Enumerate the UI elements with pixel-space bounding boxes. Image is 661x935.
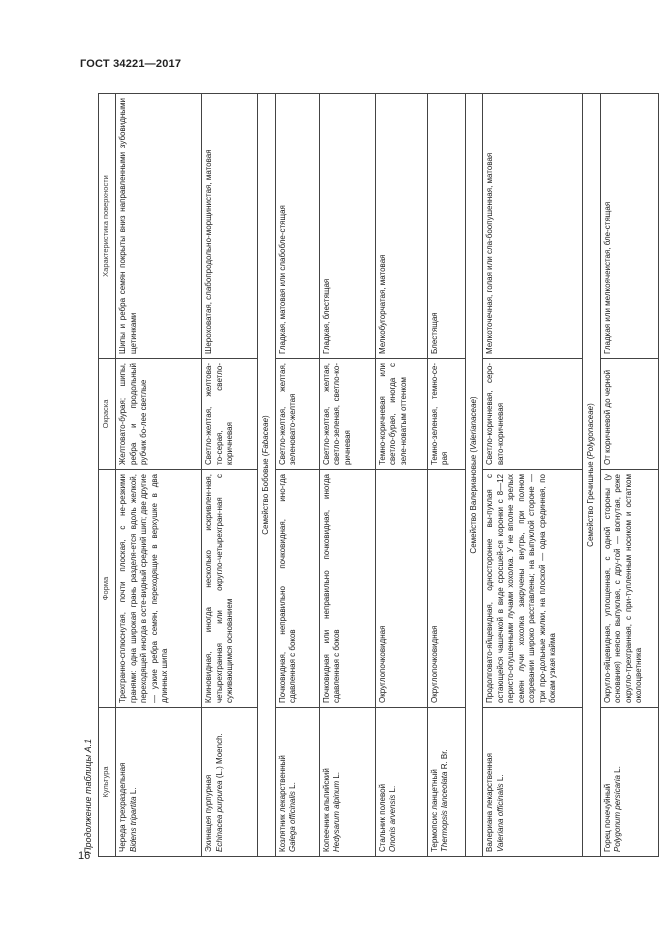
culture-name: Термопсис ланцетный: [429, 769, 439, 852]
culture-name: Валериана лекарственная: [485, 753, 494, 852]
culture-latin-name: Echinacea purpurea: [214, 780, 224, 852]
culture-latin-name: Ononis arvensis: [388, 794, 397, 852]
culture-latin-name: Hedysarum alpinum: [332, 780, 341, 852]
surface-cell: Блестящая: [427, 94, 465, 359]
form-cell: Почковидная или неправильно почковидная, иногда сдавленная с боков: [319, 470, 375, 708]
family-label: Семейство Гречишные (: [586, 456, 595, 547]
column-header-color: Окраска: [99, 359, 116, 470]
form-cell: Округлопочковидная: [427, 470, 465, 708]
culture-latin-name: Thermopsis lanceolata: [440, 771, 449, 852]
form-cell: Продолговато-яйцевидная, односторонне вы-пуклая с остающейся чашечкой в виде сросшей-ся коронки с 8—12 перисто-опушенными лучами хохолка. У не вполне зрелых семян лучи хохолка закручены внутрь, при полном созревании широко расставлены; на выпуклой стороне — три про-дольные жилки, на плоской — одна срединная, по бокам узкая кайма: [483, 470, 583, 708]
culture-name: Стальник полевой: [377, 783, 387, 852]
form-cell: Почковидная, неправильно почковидная, ино-гда сдавленная с боков: [275, 470, 319, 708]
form-cell: Трехгранно-сплюснутая, почти плоская, с не-резкими гранями: одна широкая грань разделя-ется вдоль желкой, переходящей иногда в осте-видный средний шип; две другие — узкие ребра семян, переходящие в верхушке в два длинных шипа: [116, 470, 202, 708]
color-cell: Светло-желтая, желтова-то-серая, светло-коричневая: [202, 359, 258, 470]
culture-author: L.: [288, 782, 297, 792]
table-row: [483, 94, 583, 857]
culture-cell: [275, 708, 319, 857]
table-row: [202, 94, 258, 857]
culture-author: L.: [388, 785, 397, 795]
family-latin-name: Polygonaceae: [586, 405, 595, 457]
form-cell: Округло-яйцевидная, уплощенная, с одной стороны (у основания) неясно выпуклая, с дру-гой — вогнутая, реже округло-трехгранная, с при-тупленным носиком и остатком околоцветника: [600, 470, 658, 708]
table-row: [600, 94, 658, 857]
surface-cell: Шероховатая, слабопродольно-морщинистая, матовая: [202, 94, 258, 359]
culture-cell: [375, 708, 427, 857]
table-row: [275, 94, 319, 857]
culture-name: Горец почечуйный: [602, 783, 612, 852]
table-row: [319, 94, 375, 857]
culture-cell: [600, 708, 658, 857]
table-row: [375, 94, 427, 857]
table-header-row: [99, 94, 116, 857]
seed-characteristics-table: [98, 93, 659, 857]
column-header-culture: Культура: [99, 708, 116, 857]
culture-latin-name: Valeriana officinalis: [495, 783, 505, 852]
culture-latin-name: Polygonum persicaria: [613, 775, 622, 852]
family-latin-name: Fabaceae: [261, 417, 270, 454]
culture-latin-line: [332, 712, 343, 852]
family-heading: [258, 94, 276, 857]
table-caption: Продолжение таблицы А.1: [83, 738, 93, 854]
family-row: [258, 94, 276, 857]
culture-latin-name: Bidens tripartita: [128, 796, 138, 852]
table-row: [427, 94, 465, 857]
surface-cell: Гладкая или мелкоячеистая, бле-стящая: [600, 94, 658, 359]
family-latin-name: Valerianaceae: [468, 399, 478, 450]
color-cell: От коричневой до черной: [600, 359, 658, 470]
surface-cell: Гладкая, матовая или слабоблe-стящая: [275, 94, 319, 359]
page-number: 16: [78, 850, 91, 862]
family-close-paren: ): [468, 396, 478, 400]
family-label: Семейство Валериановые (: [468, 449, 478, 554]
culture-cell: [427, 708, 465, 857]
culture-author: (L.) Moench.: [214, 733, 224, 781]
culture-latin-line: [613, 712, 624, 852]
family-heading: [465, 94, 483, 857]
culture-name: Козлятник лекарственный: [277, 755, 287, 852]
culture-author: L.: [128, 787, 138, 797]
culture-cell: [116, 708, 202, 857]
culture-name: Копеечник альпийский: [321, 768, 331, 852]
surface-cell: Мелкобугорчатая, матовая: [375, 94, 427, 359]
column-header-surface: Характеристика поверхности: [99, 94, 116, 359]
color-cell: Темно-коричневая или светло-бурая, иногда с зеле-новатым оттенком: [375, 359, 427, 470]
culture-cell: [202, 708, 258, 857]
surface-cell: Шипы и ребра семян покрыты вниз направленными зубовидными щетинками: [116, 94, 202, 359]
culture-latin-line: [129, 712, 140, 852]
family-label: Семейство Бобовые (: [261, 453, 270, 535]
culture-author: L.: [613, 766, 622, 776]
family-heading: [583, 94, 601, 857]
surface-cell: Гладкая, блестящая: [319, 94, 375, 359]
document-standard-header: ГОСТ 34221—2017: [80, 58, 182, 70]
color-cell: Светло-коричневая, серо-вато-коричневая: [483, 359, 583, 470]
color-cell: Темно-зеленая, темно-се-рая: [427, 359, 465, 470]
culture-author: L.: [495, 774, 505, 784]
family-close-paren: ): [586, 403, 595, 406]
family-row: [465, 94, 483, 857]
caption-container: [83, 94, 93, 854]
table-body: [116, 94, 659, 857]
table-row: [116, 94, 202, 857]
culture-cell: [483, 708, 583, 857]
form-cell: Округлопочковидная: [375, 470, 427, 708]
culture-latin-line: [496, 712, 507, 852]
culture-latin-line: [440, 712, 451, 852]
culture-latin-line: [388, 712, 399, 852]
column-header-form: Форма: [99, 470, 116, 708]
color-cell: Светло-желтая, желтая, зеленовато-желтая: [275, 359, 319, 470]
culture-author: R. Br.: [440, 749, 449, 772]
family-row: [583, 94, 601, 857]
culture-cell: [319, 708, 375, 857]
culture-latin-line: [288, 712, 299, 852]
culture-name: Череда трехраздельная: [118, 762, 127, 852]
culture-author: L.: [332, 771, 341, 781]
family-close-paren: ): [261, 415, 270, 418]
surface-cell: Мелкоточечная, голая или сла-боопушенная, матовая: [483, 94, 583, 359]
color-cell: Желтовато-бурая; шипы, ребра и продольный рубчик бо-лее светлые: [116, 359, 202, 470]
culture-latin-line: [215, 712, 226, 852]
rotated-table-frame: [98, 94, 643, 857]
color-cell: Светло-желтая, желтая, светло-зеленая, светло-ко-ричневая: [319, 359, 375, 470]
culture-name: Эхинацея пурпурная: [204, 774, 213, 852]
table-container: [98, 94, 643, 857]
culture-latin-name: Galega officinalis: [288, 791, 297, 852]
form-cell: Клиновидная, иногда несколько искривлен-ная, четырехгранная или округло-четырехгран-ная с суживающимся основанием: [202, 470, 258, 708]
